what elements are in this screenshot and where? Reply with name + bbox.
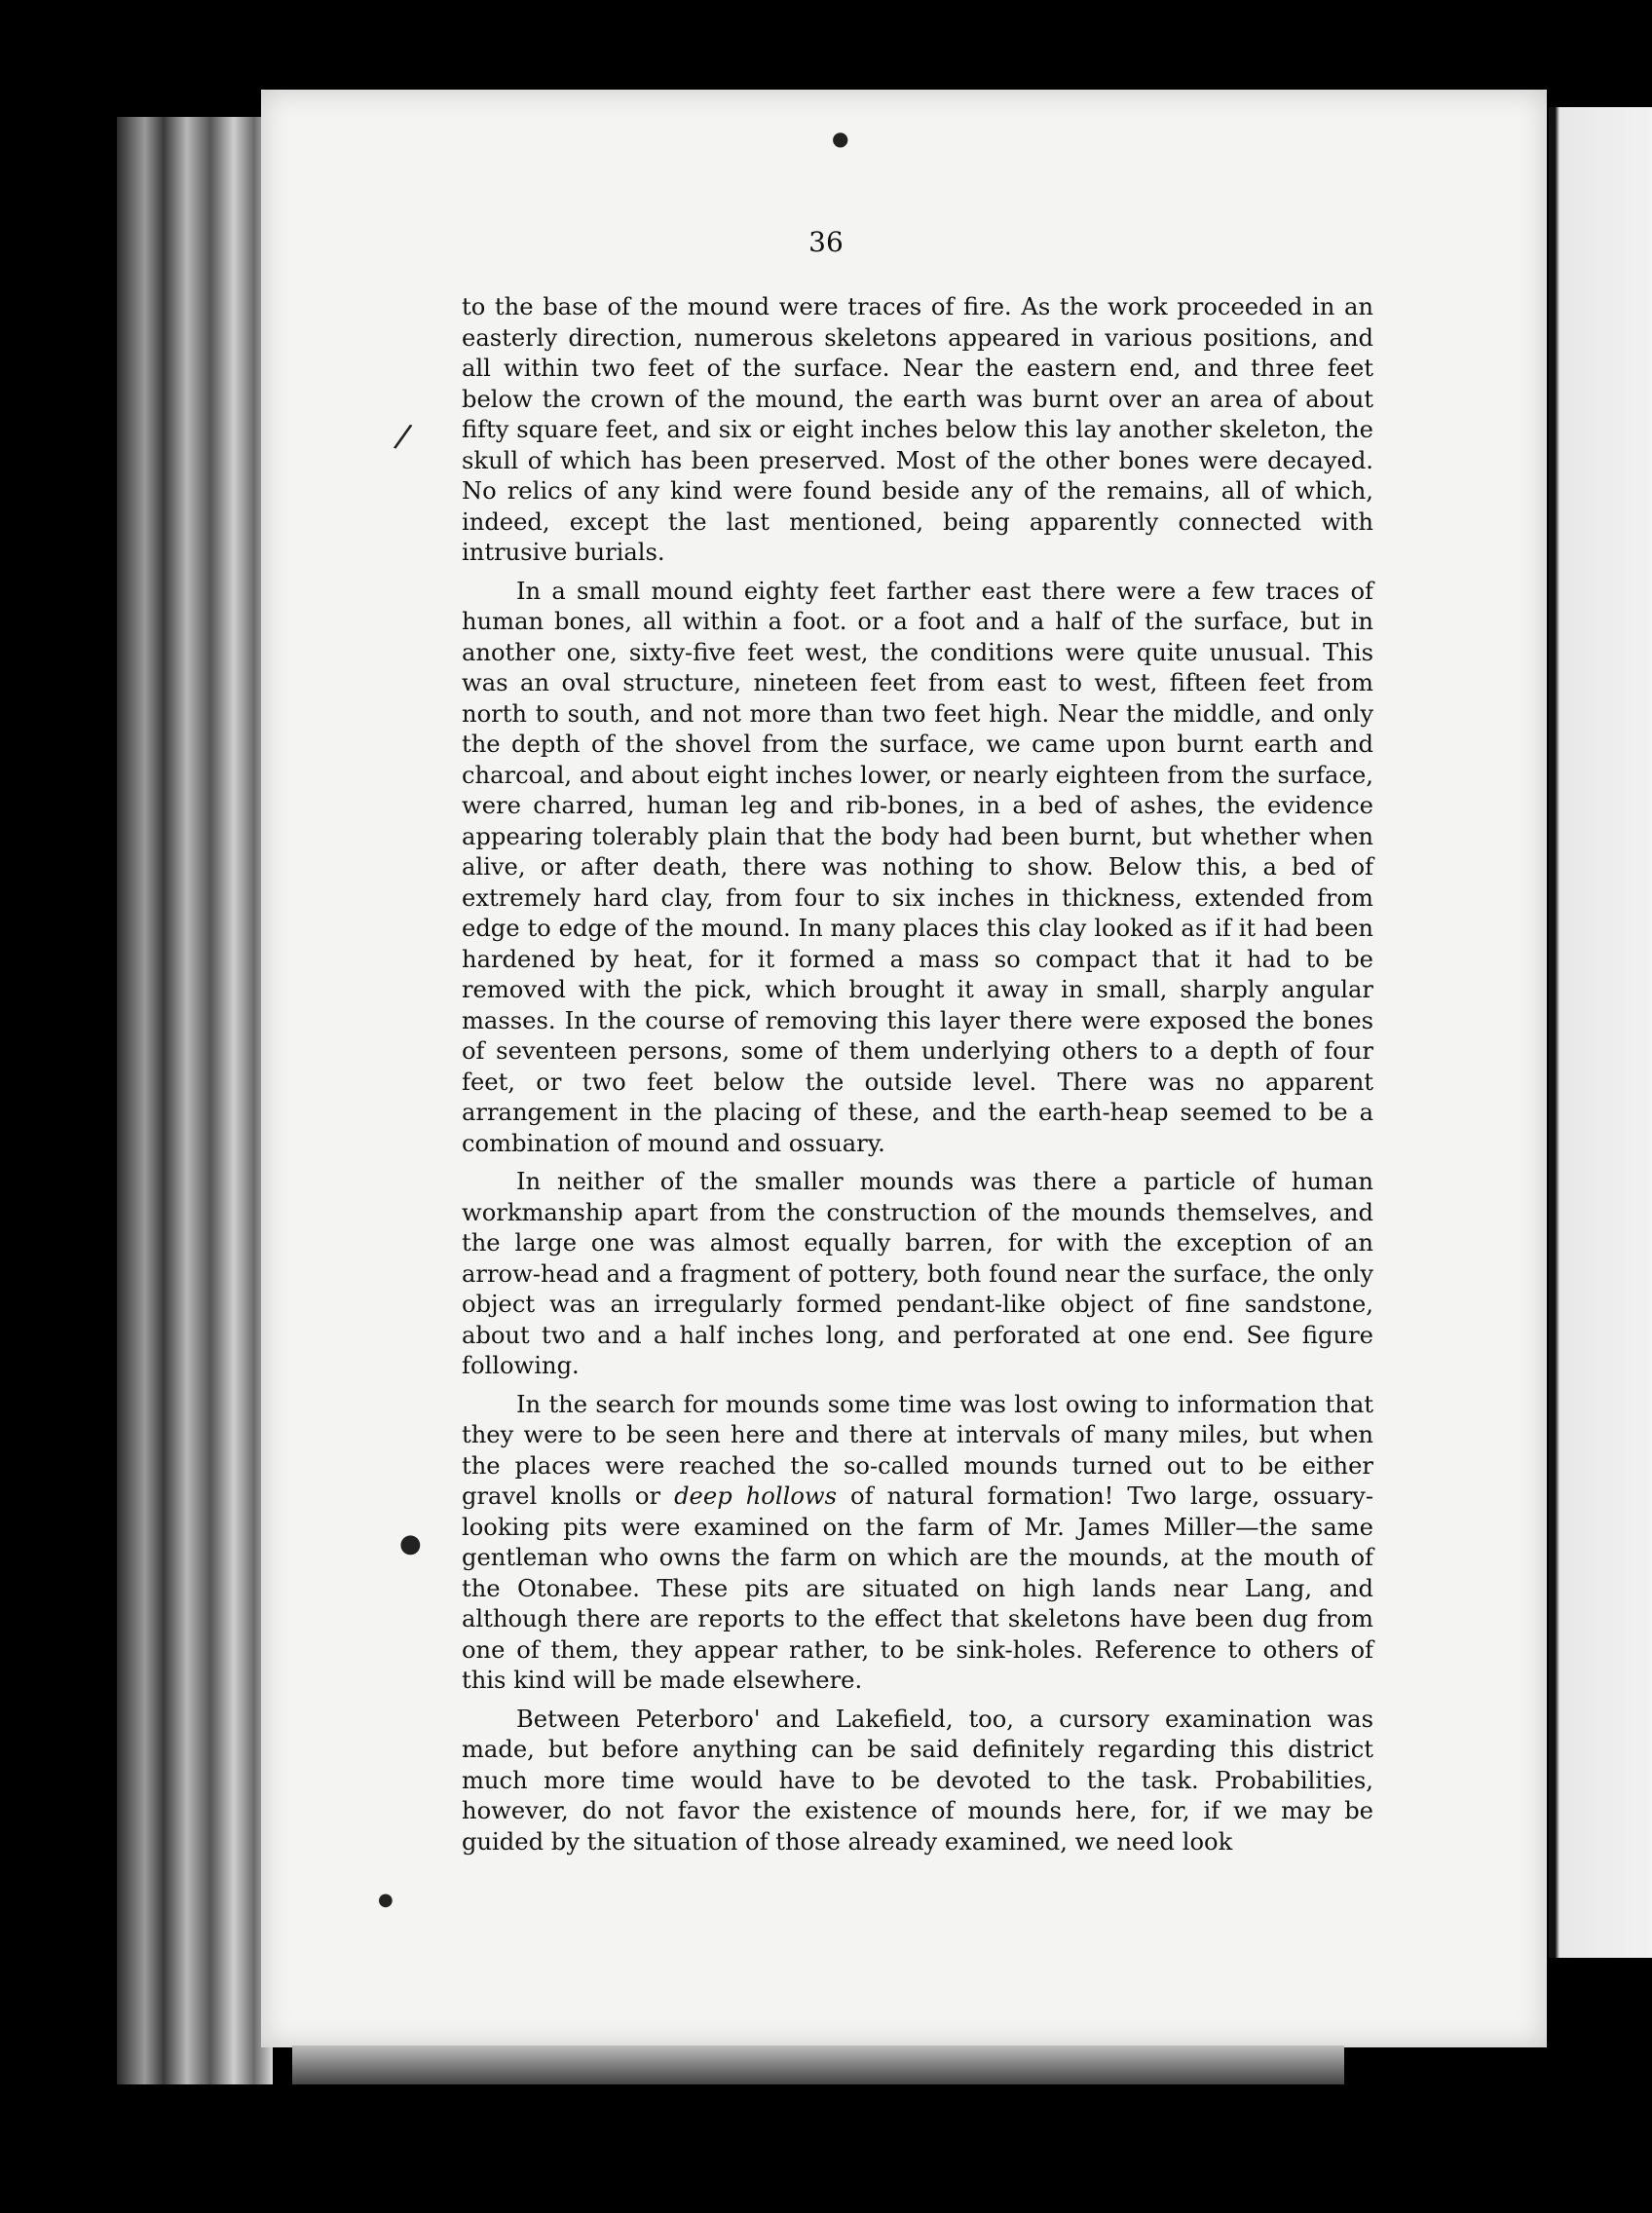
- adjacent-page-edge: [1549, 107, 1652, 1958]
- margin-ink-speck: ●: [399, 1529, 422, 1558]
- body-text: [462, 292, 1373, 1865]
- paragraph-4-part-2: of natural formation! Two large, ossuary-looking pits were examined on the farm of Mr. James Miller—the same gentleman who owns the farm on which are the mounds, at the mouth of the Otonabee. These pits are situated on high lands near Lang, and although there are reports to the effect that skeletons have been dug from one of them, they appear rather, to be sink-holes. Reference to others of this kind will be made elsewhere.: [462, 1482, 1373, 1694]
- italic-phrase: deep hollows: [674, 1482, 837, 1510]
- margin-ink-speck: ●: [378, 1890, 394, 1910]
- paragraph-4: [462, 1390, 1373, 1697]
- paragraph-4-part-1: In the search for mounds some time was lost owing to information that they were to be seen here and there at intervals of many miles, but when the places were reached the so-called mounds turned out to be either gravel knolls or: [462, 1390, 1373, 1510]
- book-binding-edge: [117, 117, 273, 2084]
- paragraph-5: Between Peterboro' and Lakefield, too, a cursory examination was made, but before anything can be said definitely regarding this district much more time would have to be devoted to the task. Probabilities, however, do not favor the existence of mounds here, for, if we may be guided by the situation of those already examined, we need look: [462, 1705, 1373, 1856]
- paragraph-2: In a small mound eighty feet farther east there were a few traces of human bones, all within a foot. or a foot and a half of the surface, but in another one, sixty-five feet west, the conditions were quite unusual. This was an oval structure, nineteen feet from east to west, fifteen feet from north to south, and not more than two feet high. Near the middle, and only the depth of the shovel from the surface, we came upon burnt earth and charcoal, and about eight inches lower, or nearly eighteen from the surface, were charred, human leg and rib-bones, in a bed of ashes, the evidence appearing tolerably plain that the body had been burnt, but whether when alive, or after death, there was nothing to show. Below this, a bed of extremely hard clay, from four to six inches in thickness, extended from edge to edge of the mound. In many places this clay looked as if it had been hardened by heat, for it formed a mass so compact that it had to be removed with the pick, which brought it away in small, sharply angular masses. In the course of removing this layer there were exposed the bones of seventeen persons, some of them underlying others to a depth of four feet, or two feet below the outside level. There was no apparent arrangement in the placing of these, and the earth-heap seemed to be a combination of mound and ossuary.: [462, 577, 1373, 1157]
- paragraph-3: In neither of the smaller mounds was there a particle of human workmanship apart from the construction of the mounds themselves, and the large one was almost equally barren, for with the exception of an arrow-head and a fragment of pottery, both found near the surface, the only object was an irregularly formed pendant-like object of fine sandstone, about two and a half inches long, and perforated at one end. See figure following.: [462, 1168, 1373, 1379]
- paragraph-1: to the base of the mound were traces of fire. As the work proceeded in an easterly direction, numerous skeletons appeared in various positions, and all within two feet of the surface. Near the eastern end, and three feet below the crown of the mound, the earth was burnt over an area of about fifty square feet, and six or eight inches below this lay another skeleton, the skull of which has been preserved. Most of the other bones were decayed. No relics of any kind were found beside any of the remains, all of which, indeed, except the last mentioned, being apparently connected with intrusive burials.: [462, 293, 1373, 566]
- page-number: 36: [808, 226, 844, 258]
- page-bottom-edge: [292, 2045, 1344, 2084]
- margin-ink-speck: ●: [832, 127, 849, 150]
- margin-pencil-mark: /: [392, 416, 415, 457]
